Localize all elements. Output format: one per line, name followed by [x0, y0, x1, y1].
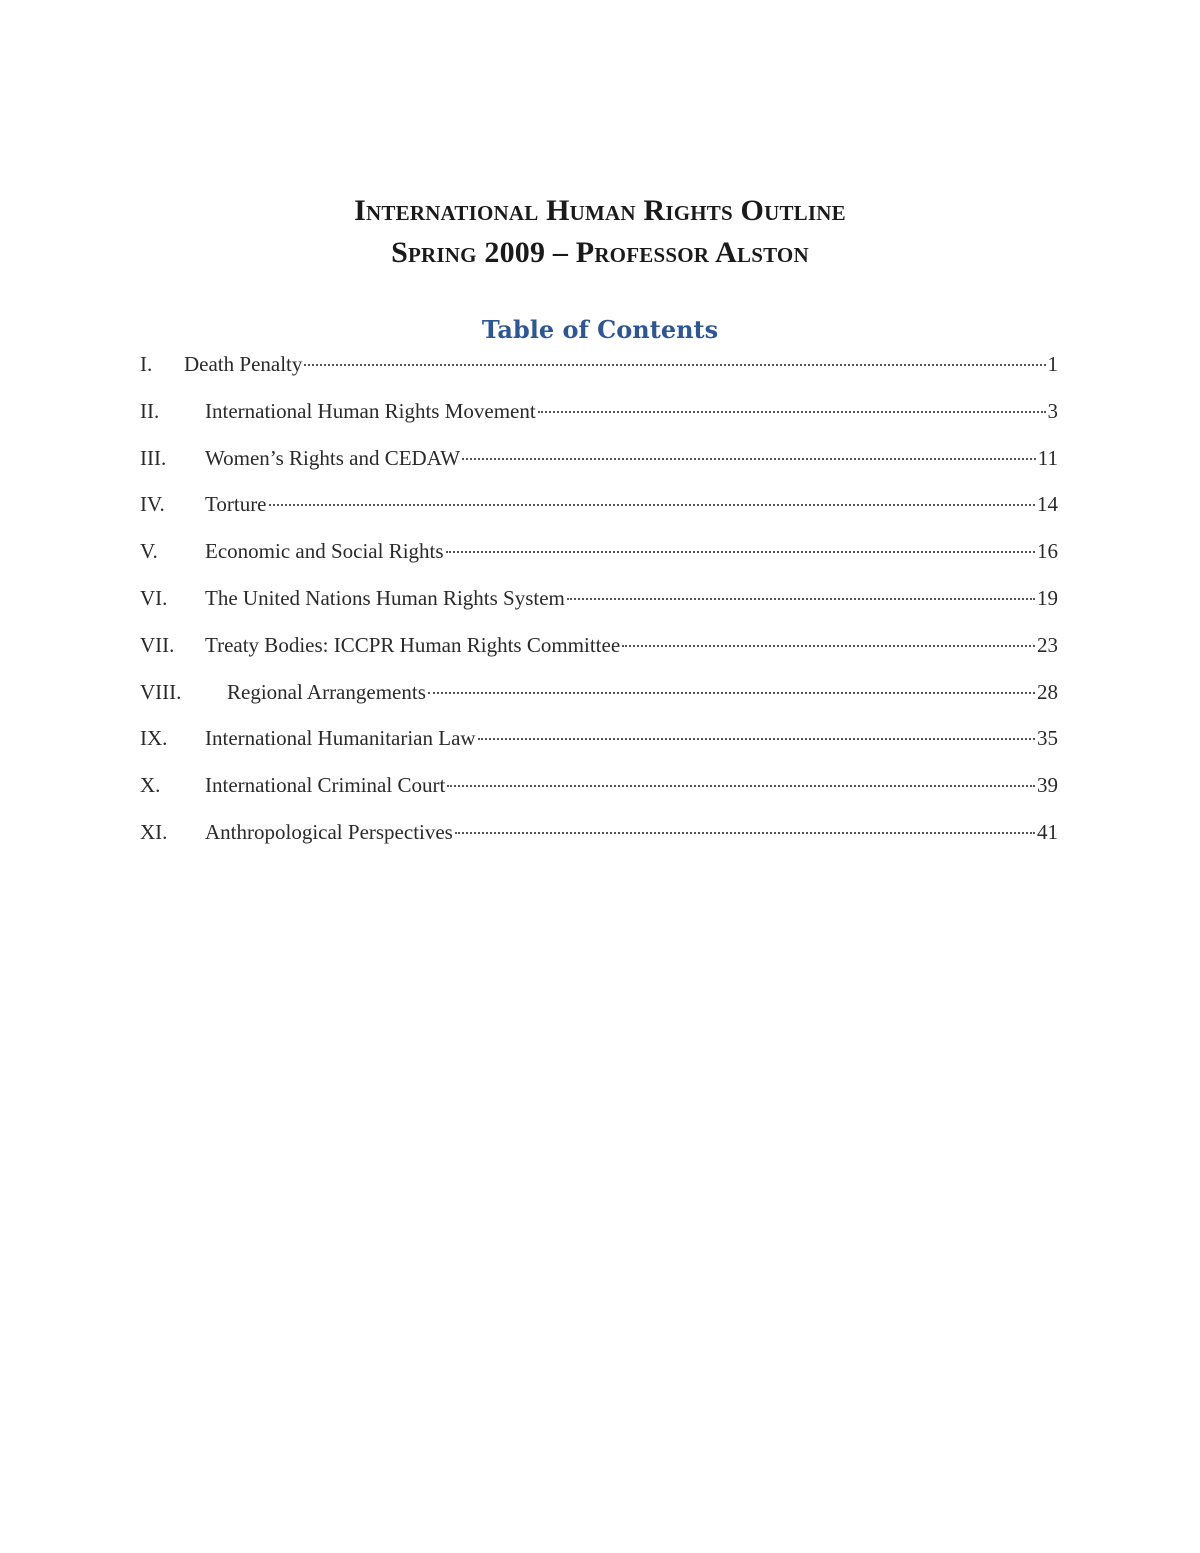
toc-entry[interactable]	[140, 533, 1058, 580]
toc-entry[interactable]	[140, 440, 1058, 487]
toc-entry-number: VI.	[140, 585, 168, 610]
toc-entry-page[interactable]: 19	[1037, 585, 1058, 610]
toc-entry-title[interactable]: International Humanitarian Law	[205, 726, 476, 751]
toc-entry-title[interactable]: Anthropological Perspectives	[205, 819, 453, 844]
table-of-contents	[140, 346, 1058, 861]
toc-entry[interactable]	[140, 814, 1058, 861]
toc-dot-leader	[622, 644, 1035, 647]
toc-entry-number: II.	[140, 398, 160, 423]
toc-entry-page[interactable]: 28	[1037, 679, 1058, 704]
toc-entry[interactable]	[140, 720, 1058, 767]
toc-entry-page[interactable]: 3	[1047, 398, 1058, 423]
toc-entry-page[interactable]: 16	[1037, 539, 1058, 564]
toc-entry-page[interactable]: 14	[1037, 492, 1058, 517]
toc-dot-leader	[447, 784, 1035, 787]
toc-entry[interactable]	[140, 767, 1058, 814]
toc-entry-number: III.	[140, 445, 167, 470]
toc-entry-title[interactable]: Death Penalty	[184, 352, 303, 376]
toc-dot-leader	[446, 550, 1035, 553]
toc-entry[interactable]	[140, 580, 1058, 627]
toc-entry-title[interactable]: International Criminal Court	[205, 773, 446, 798]
toc-entry-page[interactable]: 23	[1037, 632, 1058, 657]
toc-heading: Table of Contents	[481, 315, 719, 344]
toc-dot-leader	[538, 410, 1046, 413]
toc-dot-leader	[567, 597, 1035, 600]
toc-entry[interactable]	[140, 627, 1058, 674]
document-title: International Human Rights Outline	[354, 194, 846, 227]
toc-entry-title[interactable]: Women’s Rights and CEDAW	[205, 445, 461, 470]
toc-dot-leader	[269, 503, 1035, 506]
toc-dot-leader	[304, 363, 1045, 366]
toc-entry-number: XI.	[140, 819, 168, 844]
toc-entry-title[interactable]: The United Nations Human Rights System	[205, 585, 565, 610]
toc-entry-number: IX.	[140, 726, 168, 751]
toc-dot-leader	[455, 831, 1035, 834]
toc-entry-number: V.	[140, 539, 158, 564]
toc-entry-title[interactable]: Regional Arrangements	[227, 679, 426, 704]
toc-entry[interactable]	[140, 393, 1058, 440]
toc-entry-page[interactable]: 35	[1037, 726, 1058, 751]
toc-entry-number: I.	[140, 352, 153, 376]
toc-entry-number: IV.	[140, 492, 165, 517]
toc-entry[interactable]	[140, 674, 1058, 721]
toc-entry-title[interactable]: Treaty Bodies: ICCPR Human Rights Committee	[205, 632, 621, 657]
document-title-block	[0, 190, 1200, 274]
document-subtitle: Spring 2009 – Professor Alston	[391, 236, 809, 269]
toc-entry-number: X.	[140, 773, 161, 798]
toc-entry-title[interactable]: Torture	[205, 492, 267, 517]
toc-entry-title[interactable]: Economic and Social Rights	[205, 539, 444, 564]
toc-entry-page[interactable]: 41	[1037, 819, 1058, 844]
toc-entry-page[interactable]: 11	[1037, 445, 1058, 470]
toc-entry[interactable]	[140, 346, 1058, 393]
toc-entry-number: VII.	[140, 632, 175, 657]
toc-dot-leader	[428, 691, 1035, 694]
toc-entry-title[interactable]: International Human Rights Movement	[205, 398, 536, 423]
toc-entry-page[interactable]: 1	[1047, 352, 1058, 376]
toc-entry[interactable]	[140, 486, 1058, 533]
toc-entry-page[interactable]: 39	[1037, 773, 1058, 798]
toc-entry-number: VIII.	[140, 679, 182, 704]
toc-dot-leader	[478, 737, 1035, 740]
toc-dot-leader	[462, 457, 1036, 460]
